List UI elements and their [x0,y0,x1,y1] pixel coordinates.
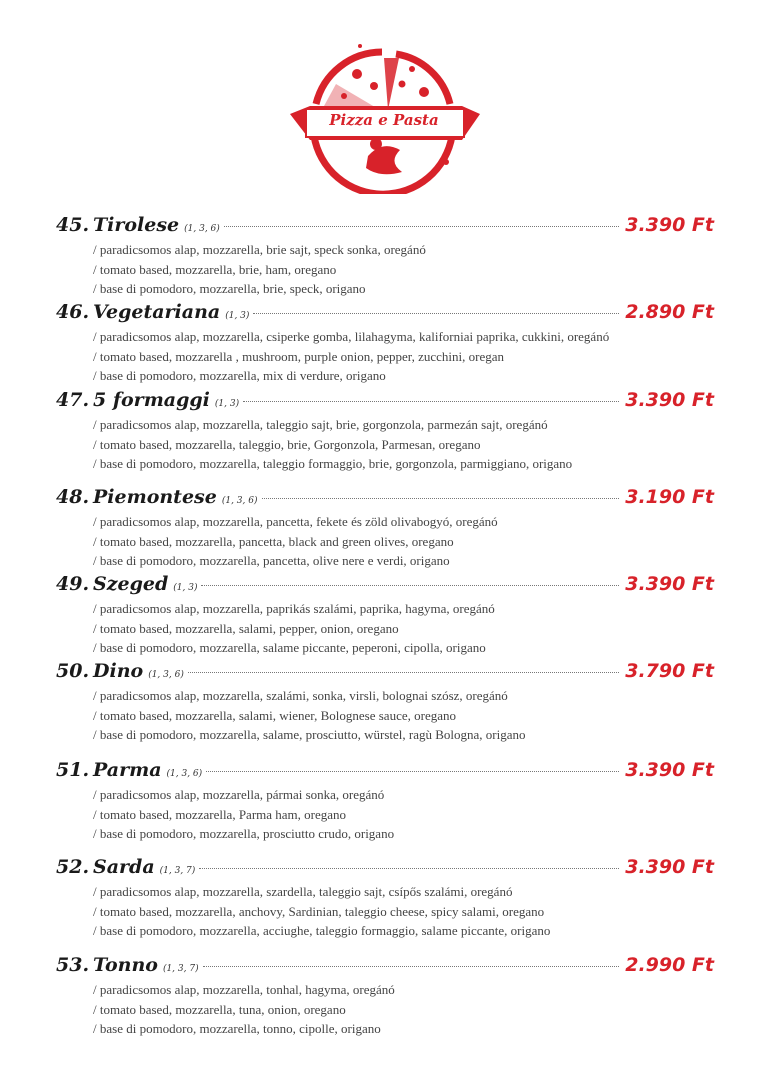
item-descriptions [93,882,714,941]
dot-leader [199,868,619,869]
menu-item [56,660,714,745]
description-en: / tomato based, mozzarella, brie, ham, oregano [93,261,337,277]
description-hu: / paradicsomos alap, mozzarella, taleggio sajt, brie, gorgonzola, parmezán sajt, oregánó [93,417,548,432]
item-name: Piemontese [93,486,217,508]
item-name: Szeged [93,573,169,595]
menu-item [56,573,714,658]
item-price: 3.390 Ft [625,389,714,411]
item-price: 3.390 Ft [625,759,714,781]
description-hu: / paradicsomos alap, mozzarella, paprikás szalámi, paprika, hagyma, oregánó [93,601,495,616]
item-price: 2.890 Ft [625,301,714,323]
description-it: / base di pomodoro, mozzarella, tonno, cipolle, origano [93,1021,381,1036]
description-en: / tomato based, mozzarella, taleggio, brie, Gorgonzola, Parmesan, oregano [93,436,481,452]
menu-item [56,389,714,474]
item-descriptions [93,240,714,299]
item-descriptions [93,686,714,745]
item-allergens: (1, 3, 6) [148,670,184,680]
item-name: Vegetariana [93,301,221,323]
menu-item-header [56,759,714,785]
item-allergens: (1, 3, 6) [221,496,258,506]
menu-item [56,214,714,299]
logo-text: Pizza e Pasta [329,111,439,129]
description-it: / base di pomodoro, mozzarella, salame piccante, peperoni, cipolla, origano [93,640,486,655]
description-en: / tomato based, mozzarella, Parma ham, oregano [93,806,347,822]
dot-leader [224,226,619,227]
description-hu: / paradicsomos alap, mozzarella, csiperke gomba, lilahagyma, kaliforniai paprika, cukkini, oregánó [93,329,610,344]
item-allergens: (1, 3, 7) [159,866,196,876]
menu-item-header [56,856,714,882]
item-allergens: (1, 3) [225,311,250,321]
item-number: 47. [56,389,90,411]
dot-leader [243,401,619,402]
item-allergens: (1, 3, 6) [184,224,220,234]
item-descriptions [93,415,714,474]
item-price: 3.790 Ft [625,660,714,682]
item-descriptions [93,512,714,571]
description-en: / tomato based, mozzarella, tuna, onion, oregano [93,1001,346,1017]
dot-leader [206,771,619,772]
item-allergens: (1, 3) [214,399,240,409]
menu-item-header [56,301,714,327]
menu-item-header [56,389,714,415]
item-number: 53. [56,954,90,976]
item-number: 48. [56,486,90,508]
description-it: / base di pomodoro, mozzarella, prosciutto crudo, origano [93,826,395,841]
description-hu: / paradicsomos alap, mozzarella, brie sajt, speck sonka, oregánó [93,242,426,257]
item-number: 49. [56,573,90,595]
menu-item-header [56,954,714,980]
menu-item-header [56,660,714,686]
description-hu: / paradicsomos alap, mozzarella, szalámi, sonka, virsli, bolognai szósz, oregánó [93,688,508,703]
menu-item-header [56,214,714,240]
description-hu: / paradicsomos alap, mozzarella, szardella, taleggio sajt, csípős szalámi, oregánó [93,884,513,899]
dot-leader [203,966,620,967]
dot-leader [201,585,619,586]
menu-item [56,954,714,1039]
description-hu: / paradicsomos alap, mozzarella, pármai sonka, oregánó [93,787,385,802]
dot-leader [262,498,620,499]
item-price: 3.390 Ft [625,856,714,878]
menu-item-header [56,573,714,599]
item-descriptions [93,327,714,386]
item-name: Parma [93,759,162,781]
item-number: 52. [56,856,90,878]
menu-item-header [56,486,714,512]
description-it: / base di pomodoro, mozzarella, brie, speck, origano [93,281,366,296]
item-price: 3.390 Ft [625,573,714,595]
description-en: / tomato based, mozzarella, pancetta, black and green olives, oregano [93,533,454,549]
item-name: Tonno [93,954,158,976]
description-en: / tomato based, mozzarella, salami, wiener, Bolognese sauce, oregano [93,707,456,723]
menu-item [56,759,714,844]
item-name: 5 formaggi [93,389,210,411]
item-name: Dino [93,660,144,682]
description-en: / tomato based, mozzarella, anchovy, Sardinian, taleggio cheese, spicy salami, oregano [93,903,545,919]
description-en: / tomato based, mozzarella , mushroom, purple onion, pepper, zucchini, oregan [93,348,505,364]
item-name: Tirolese [93,214,180,236]
description-it: / base di pomodoro, mozzarella, pancetta, olive nere e verdi, origano [93,553,450,568]
dot-leader [188,672,619,673]
item-allergens: (1, 3, 7) [162,964,199,974]
item-number: 46. [56,301,90,323]
item-allergens: (1, 3, 6) [166,769,203,779]
item-number: 45. [56,214,90,236]
description-it: / base di pomodoro, mozzarella, salame, prosciutto, würstel, ragù Bologna, origano [93,727,526,742]
description-hu: / paradicsomos alap, mozzarella, pancetta, fekete és zöld olivabogyó, oregánó [93,514,498,529]
description-it: / base di pomodoro, mozzarella, taleggio formaggio, brie, gorgonzola, parmiggiano, origano [93,456,573,471]
item-price: 2.990 Ft [625,954,714,976]
item-name: Sarda [93,856,155,878]
item-descriptions [93,980,714,1039]
description-it: / base di pomodoro, mozzarella, mix di verdure, origano [93,368,386,383]
menu-item [56,486,714,571]
description-hu: / paradicsomos alap, mozzarella, tonhal, hagyma, oregánó [93,982,395,997]
menu-item [56,301,714,386]
item-price: 3.190 Ft [625,486,714,508]
description-it: / base di pomodoro, mozzarella, acciughe, taleggio formaggio, salame piccante, origano [93,923,551,938]
item-descriptions [93,599,714,658]
item-descriptions [93,785,714,844]
item-allergens: (1, 3) [173,583,198,593]
description-en: / tomato based, mozzarella, salami, pepper, onion, oregano [93,620,399,636]
menu-item [56,856,714,941]
item-number: 51. [56,759,90,781]
dot-leader [253,313,619,314]
item-number: 50. [56,660,90,682]
item-price: 3.390 Ft [625,214,714,236]
